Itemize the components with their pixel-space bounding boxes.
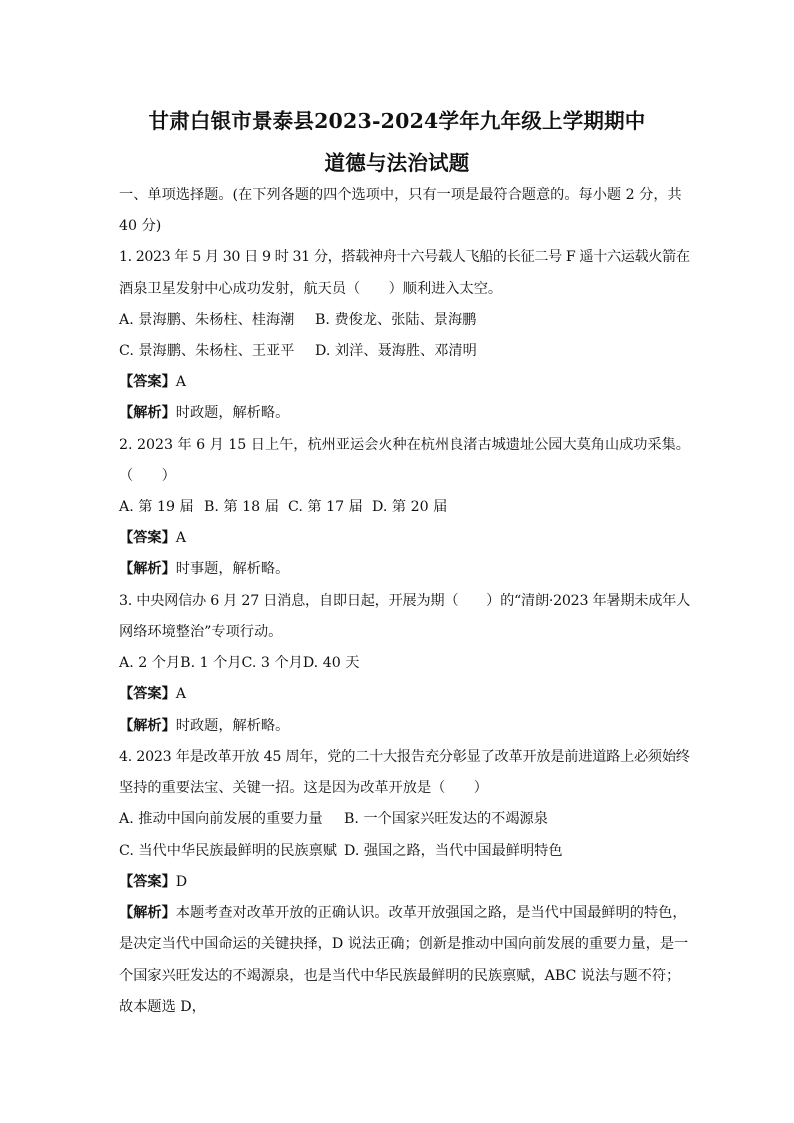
- analysis-text: 本题考查对改革开放的正确认识。改革开放强国之路，是当代中国最鲜明的特色，: [175, 905, 687, 921]
- q2-option-a: A. 第 19 届: [119, 499, 194, 515]
- q3-answer: [119, 685, 186, 703]
- answer-label: 【答案】: [119, 374, 176, 390]
- answer-value: D: [175, 874, 188, 890]
- answer-value: A: [175, 374, 187, 390]
- q1-analysis: [119, 404, 289, 422]
- q4-option-b: B. 一个国家兴旺发达的不竭源泉: [344, 811, 548, 827]
- q4-answer: [119, 873, 187, 891]
- analysis-text: 时事题，解析略。: [175, 561, 290, 577]
- answer-value: A: [175, 530, 187, 546]
- doc-title: 甘肃白银市景泰县2023-2024学年九年级上学期期中: [148, 109, 646, 133]
- question-1-text-cont: 酒泉卫星发射中心成功发射，航天员（ ）顺利进入太空。: [119, 281, 503, 297]
- q1-option-d: D. 刘洋、聂海胜、邓清明: [315, 343, 477, 359]
- q1-answer: [119, 373, 186, 391]
- q1-option-b: B. 费俊龙、张陆、景海鹏: [315, 312, 477, 328]
- analysis-text: 时政题，解析略。: [175, 405, 290, 421]
- q4-analysis-cont-2: 个国家兴旺发达的不竭源泉，也是当代中华民族最鲜明的民族禀赋，ABC 说法与题不符；: [119, 968, 681, 984]
- question-2-text-cont: （ ）: [119, 468, 176, 484]
- q3-analysis: [119, 717, 289, 735]
- analysis-label: 【解析】: [119, 718, 176, 734]
- q4-analysis-cont-1: 是决定当代中国命运的关键抉择，D 说法正确；创新是推动中国向前发展的重要力量，是一: [119, 936, 689, 952]
- q2-option-c: C. 第 17 届: [288, 499, 363, 515]
- question-4-text: 4. 2023 年是改革开放 45 周年，党的二十大报告充分彰显了改革开放是前进道路上必须始终: [119, 749, 690, 765]
- q2-option-b: B. 第 18 届: [204, 499, 279, 515]
- q4-option-a: A. 推动中国向前发展的重要力量: [119, 811, 323, 827]
- q4-analysis-cont-3: 故本题选 D，: [119, 999, 206, 1015]
- q3-options: A. 2 个月B. 1 个月C. 3 个月D. 40 天: [119, 655, 360, 671]
- question-3-text-cont: 网络环境整治”专项行动。: [119, 624, 283, 640]
- question-1-text: 1. 2023 年 5 月 30 日 9 时 31 分，搭载神舟十六号载人飞船的长征二号 F 遥十六运载火箭在: [119, 249, 690, 265]
- q2-analysis: [119, 560, 289, 578]
- q1-option-c: C. 景海鹏、朱杨柱、王亚平: [119, 343, 295, 359]
- answer-label: 【答案】: [119, 530, 176, 546]
- question-3-text: 3. 中央网信办 6 月 27 日消息，自即日起，开展为期（ ）的“清朗·2023 年暑期未成年人: [119, 593, 690, 609]
- q1-option-a: A. 景海鹏、朱杨柱、桂海潮: [119, 312, 295, 328]
- answer-value: A: [175, 686, 187, 702]
- analysis-label: 【解析】: [119, 905, 176, 921]
- analysis-label: 【解析】: [119, 405, 176, 421]
- q4-option-c: C. 当代中华民族最鲜明的民族禀赋: [119, 843, 337, 859]
- doc-subtitle: 道德与法治试题: [324, 151, 470, 175]
- section-instructions: 一、单项选择题。(在下列各题的四个选项中，只有一项是最符合题意的。每小题 2 分，共: [119, 187, 682, 203]
- q4-option-d: D. 强国之路，当代中国最鲜明特色: [344, 843, 563, 859]
- question-4-text-cont: 坚持的重要法宝、关键一招。这是因为改革开放是（ ）: [119, 780, 488, 796]
- q2-option-d: D. 第 20 届: [372, 499, 448, 515]
- section-instructions-cont: 40 分): [119, 218, 162, 234]
- question-2-text: 2. 2023 年 6 月 15 日上午，杭州亚运会火种在杭州良渚古城遗址公园大莫角山成功采集。: [119, 437, 690, 453]
- answer-label: 【答案】: [119, 686, 176, 702]
- analysis-text: 时政题，解析略。: [175, 718, 290, 734]
- answer-label: 【答案】: [119, 874, 176, 890]
- analysis-label: 【解析】: [119, 561, 176, 577]
- q4-analysis: [119, 904, 687, 922]
- q2-answer: [119, 529, 186, 547]
